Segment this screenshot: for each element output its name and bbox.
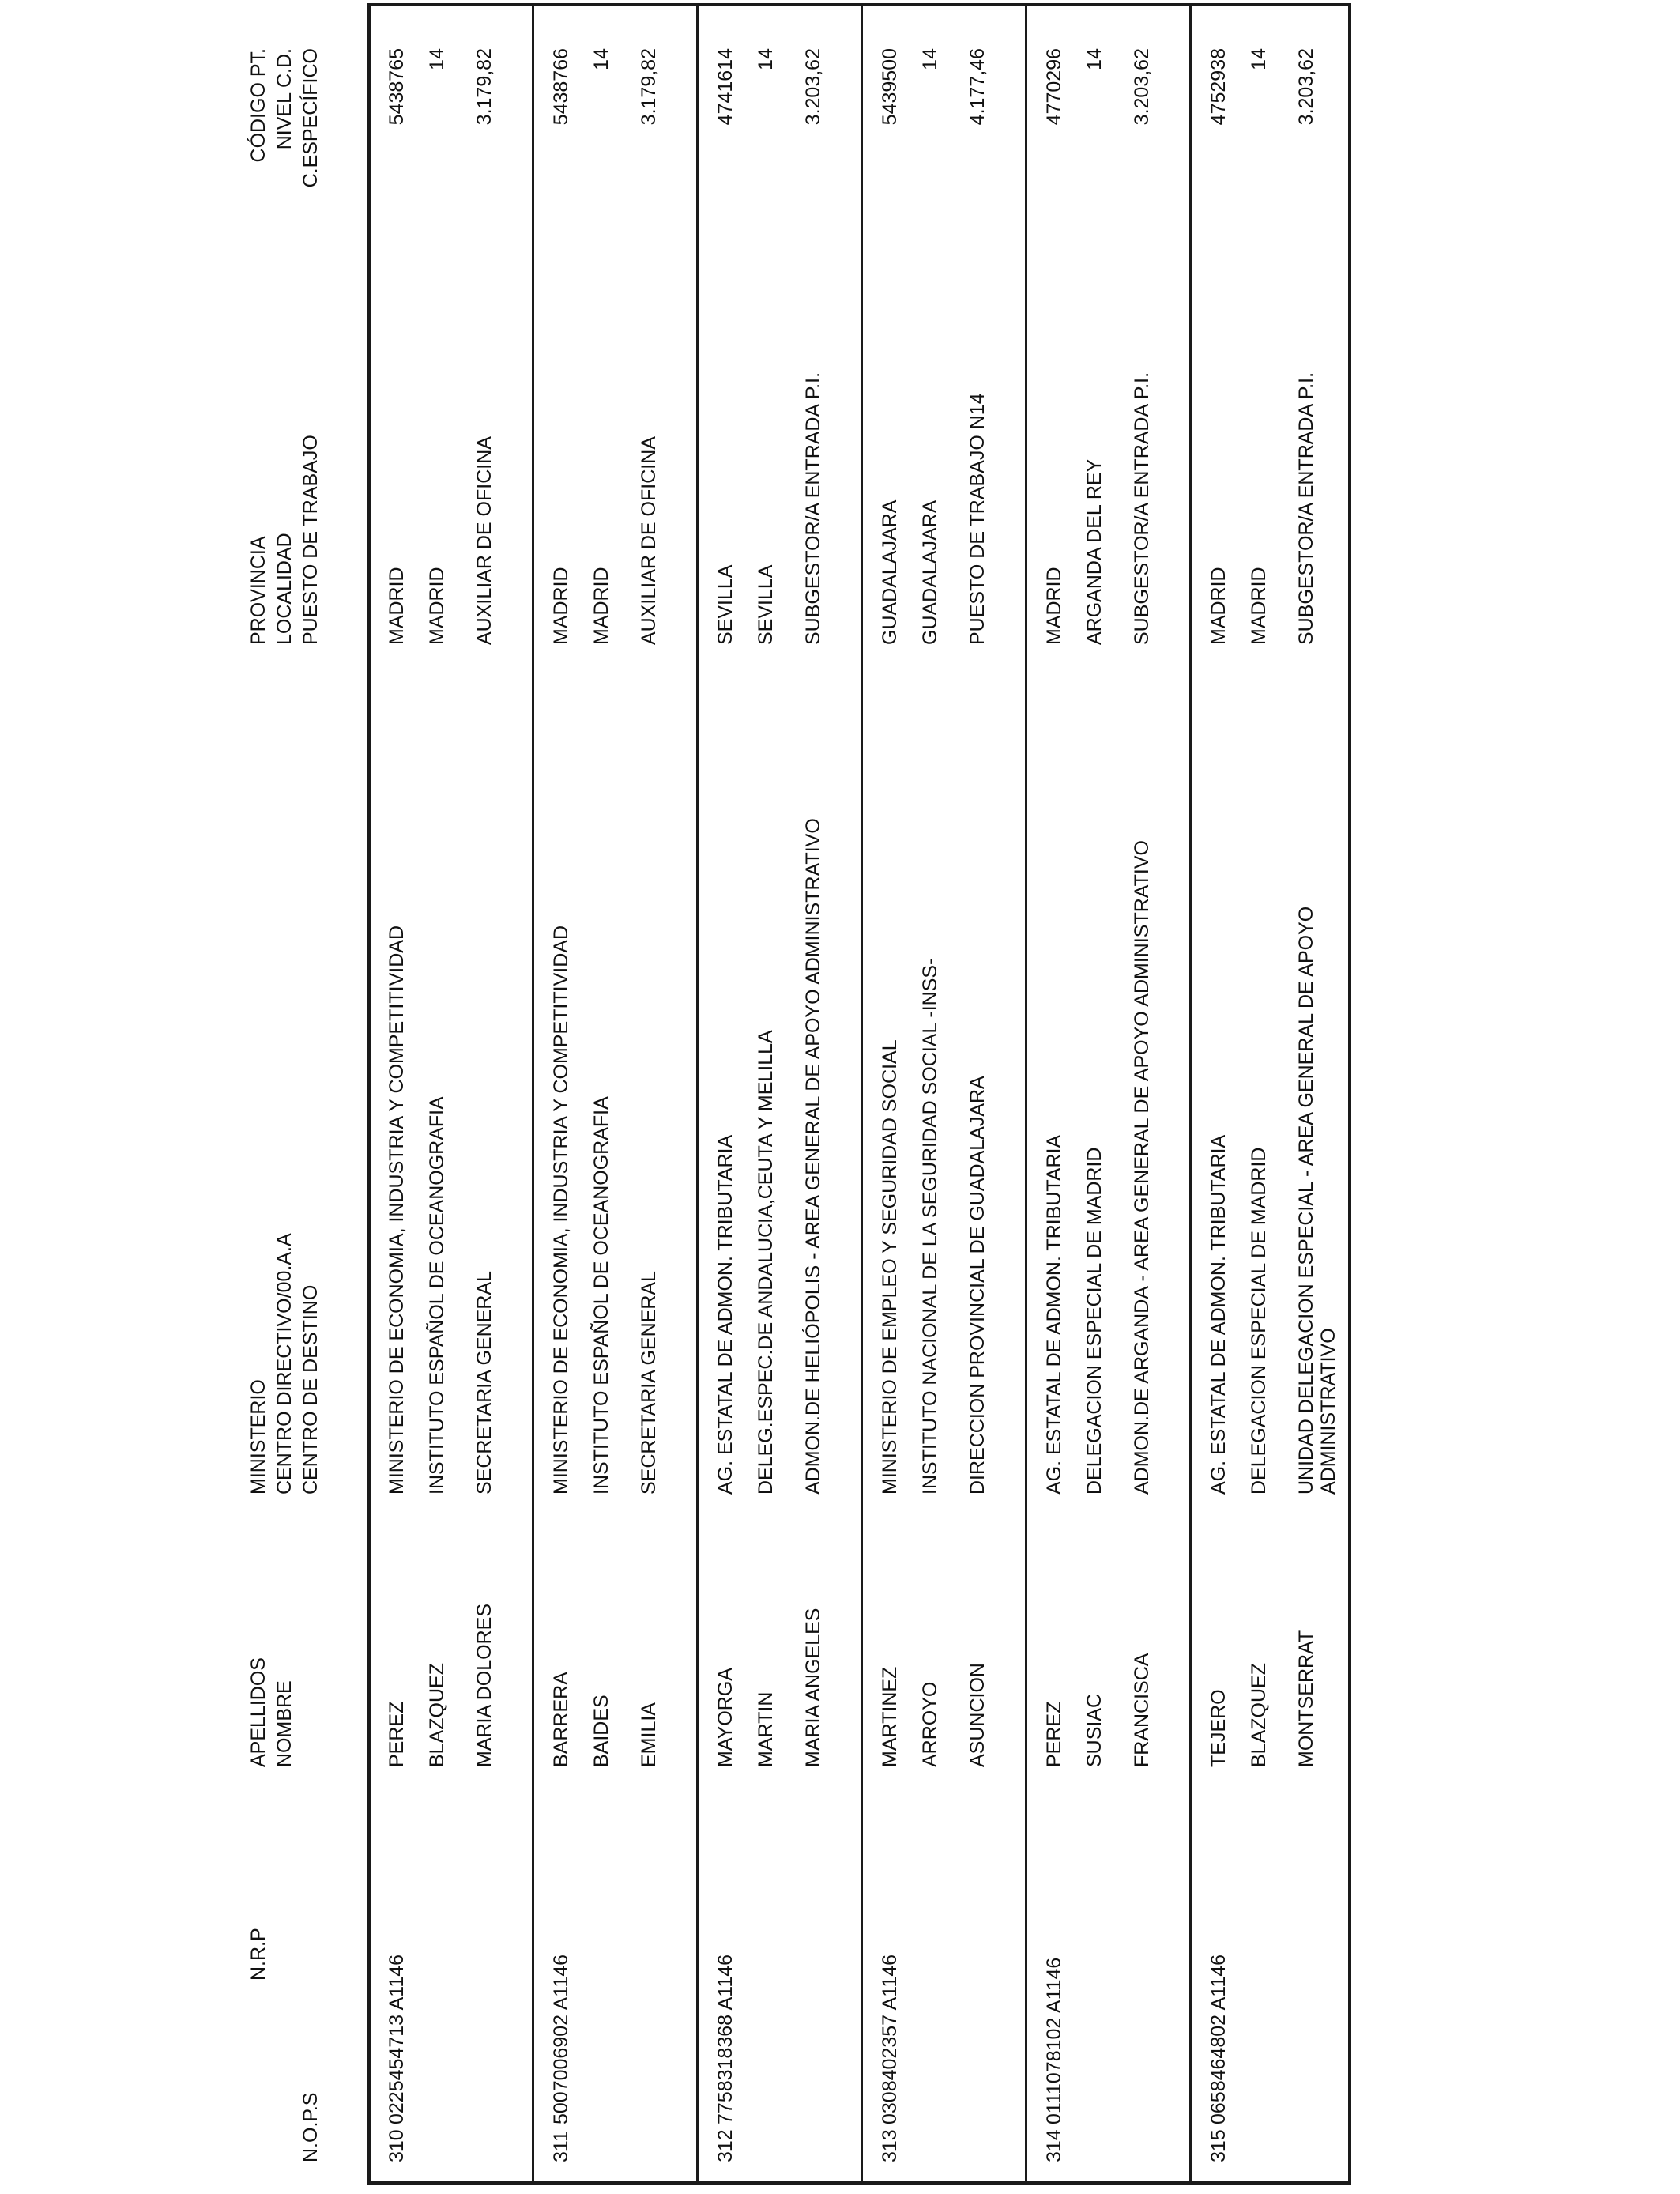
c-especifico: 3.203,62: [1295, 48, 1317, 126]
header-ministerio: MINISTERIO: [247, 1379, 269, 1495]
nops: 311: [550, 2131, 572, 2162]
nivel-cd: 14: [426, 48, 448, 70]
apellido-2: SUSIAC: [1083, 1693, 1106, 1767]
nrp: 0308402357 A1146: [879, 1954, 901, 2124]
header-codigo-pt: CÓDIGO PT.: [247, 48, 269, 163]
ministerio: MINISTERIO DE EMPLEO Y SEGURIDAD SOCIAL: [879, 1039, 901, 1495]
provincia: MADRID: [1043, 567, 1065, 645]
nrp: 0111078102 A1146: [1043, 1957, 1065, 2124]
header-nops-label: N.O.P.S: [299, 2092, 322, 2162]
table-row: [879, 0, 1042, 2194]
apellido-2: BLAZQUEZ: [426, 1663, 448, 1767]
nops: 313: [879, 2129, 901, 2162]
localidad: MADRID: [1248, 567, 1270, 645]
apellido-1: PEREZ: [1043, 1701, 1065, 1767]
header-nrp-label: N.R.P: [247, 1928, 269, 1981]
nrp: 0225454713 A1146: [386, 1954, 408, 2124]
header-c-especifico: C.ESPECÍFICO: [299, 48, 322, 188]
nops: 312: [714, 2129, 736, 2162]
localidad: SEVILLA: [755, 564, 777, 645]
nombre: ASUNCION: [966, 1663, 989, 1767]
centro-directivo: DELEGACION ESPECIAL DE MADRID: [1083, 1147, 1106, 1495]
centro-destino-continuation: ADMINISTRATIVO: [1317, 1328, 1339, 1495]
nivel-cd: 14: [919, 48, 941, 70]
header-nombre: NOMBRE: [273, 1680, 296, 1767]
provincia: MADRID: [386, 567, 408, 645]
header-provincia-col: [247, 435, 326, 645]
nombre: MARIA ANGELES: [802, 1608, 824, 1767]
table-row: [1207, 0, 1370, 2194]
header-localidad: LOCALIDAD: [273, 533, 296, 645]
nops: 314: [1043, 2129, 1065, 2162]
apellido-2: MARTIN: [755, 1691, 777, 1767]
header-provincia: PROVINCIA: [247, 536, 269, 645]
apellido-2: BLAZQUEZ: [1248, 1663, 1270, 1767]
puesto-trabajo: PUESTO DE TRABAJO N14: [966, 393, 989, 645]
provincia: MADRID: [1207, 567, 1230, 645]
localidad: MADRID: [426, 567, 448, 645]
nrp: 7758318368 A1146: [714, 1954, 736, 2124]
centro-destino: SECRETARIA GENERAL: [473, 1271, 495, 1495]
provincia: SEVILLA: [714, 564, 736, 645]
puesto-trabajo: AUXILIAR DE OFICINA: [473, 436, 495, 645]
codigo-pt: 4770296: [1043, 48, 1065, 126]
header-name-col: [247, 1657, 299, 1767]
centro-directivo: DELEG.ESPEC.DE ANDALUCIA,CEUTA Y MELILLA: [755, 1030, 777, 1495]
localidad: ARGANDA DEL REY: [1083, 458, 1106, 645]
codigo-pt: 5439500: [879, 48, 901, 126]
header-centro-destino: CENTRO DE DESTINO: [299, 1284, 322, 1495]
codigo-pt: 5438766: [550, 48, 572, 126]
apellido-1: MARTINEZ: [879, 1666, 901, 1767]
centro-directivo: INSTITUTO ESPAÑOL DE OCEANOGRAFIA: [426, 1096, 448, 1495]
ministerio: AG. ESTATAL DE ADMON. TRIBUTARIA: [1207, 1134, 1230, 1495]
nrp: 0658464802 A1146: [1207, 1954, 1230, 2124]
centro-destino: ADMON.DE ARGANDA - AREA GENERAL DE APOYO ADMINISTRATIVO: [1131, 840, 1153, 1495]
apellido-1: PEREZ: [386, 1701, 408, 1767]
puesto-trabajo: AUXILIAR DE OFICINA: [638, 436, 660, 645]
nops: 310: [386, 2129, 408, 2162]
centro-destino: UNIDAD DELEGACION ESPECIAL - AREA GENERAL DE APOYO: [1295, 906, 1317, 1495]
header-nrp: [247, 1928, 273, 1981]
provincia: MADRID: [550, 567, 572, 645]
centro-directivo: DELEGACION ESPECIAL DE MADRID: [1248, 1147, 1270, 1495]
centro-destino: SECRETARIA GENERAL: [638, 1271, 660, 1495]
localidad: MADRID: [590, 567, 612, 645]
nombre: FRANCISCA: [1131, 1653, 1153, 1767]
puesto-trabajo: SUBGESTOR/A ENTRADA P.I.: [1131, 371, 1153, 645]
table-row: [714, 0, 877, 2194]
nivel-cd: 14: [1248, 48, 1270, 70]
codigo-pt: 4752938: [1207, 48, 1230, 126]
codigo-pt: 5438765: [386, 48, 408, 126]
nombre: MARIA DOLORES: [473, 1604, 495, 1767]
codigo-pt: 4741614: [714, 48, 736, 126]
header-puesto: PUESTO DE TRABAJO: [299, 435, 322, 645]
table-row: [550, 0, 713, 2194]
header-centro-directivo: CENTRO DIRECTIVO/00.A.A: [273, 1233, 296, 1495]
c-especifico: 3.179,82: [473, 48, 495, 126]
ministerio: MINISTERIO DE ECONOMIA, INDUSTRIA Y COMPETITIVIDAD: [550, 925, 572, 1495]
header-nops: [247, 2093, 326, 2162]
puesto-trabajo: SUBGESTOR/A ENTRADA P.I.: [1295, 371, 1317, 645]
apellido-1: TEJERO: [1207, 1689, 1230, 1767]
nombre: EMILIA: [638, 1702, 660, 1767]
nombre: MONTSERRAT: [1295, 1630, 1317, 1767]
centro-directivo: INSTITUTO ESPAÑOL DE OCEANOGRAFIA: [590, 1096, 612, 1495]
provincia: GUADALAJARA: [879, 499, 901, 645]
header-codigo-col: [247, 48, 326, 254]
puesto-trabajo: SUBGESTOR/A ENTRADA P.I.: [802, 371, 824, 645]
header-apellidos: APELLIDOS: [247, 1657, 269, 1767]
c-especifico: 4.177,46: [966, 48, 989, 126]
c-especifico: 3.203,62: [1131, 48, 1153, 126]
centro-destino: DIRECCION PROVINCIAL DE GUADALAJARA: [966, 1076, 989, 1495]
nops: 315: [1207, 2129, 1230, 2162]
ministerio: AG. ESTATAL DE ADMON. TRIBUTARIA: [714, 1134, 736, 1495]
apellido-1: BARRERA: [550, 1672, 572, 1767]
c-especifico: 3.203,62: [802, 48, 824, 126]
apellido-1: MAYORGA: [714, 1668, 736, 1767]
apellido-2: BAIDES: [590, 1695, 612, 1767]
nrp: 5007006902 A1146: [550, 1954, 572, 2124]
table-row: [1043, 0, 1206, 2194]
c-especifico: 3.179,82: [638, 48, 660, 126]
localidad: GUADALAJARA: [919, 499, 941, 645]
nivel-cd: 14: [755, 48, 777, 70]
apellido-2: ARROYO: [919, 1681, 941, 1767]
nivel-cd: 14: [590, 48, 612, 70]
centro-destino: ADMON.DE HELIÓPOLIS - AREA GENERAL DE APOYO ADMINISTRATIVO: [802, 818, 824, 1495]
header-ministerio-col: [247, 1233, 326, 1495]
table-row: [386, 0, 548, 2194]
ministerio: MINISTERIO DE ECONOMIA, INDUSTRIA Y COMPETITIVIDAD: [386, 925, 408, 1495]
header-nivel-cd: NIVEL C.D.: [273, 48, 296, 150]
nivel-cd: 14: [1083, 48, 1106, 70]
ministerio: AG. ESTATAL DE ADMON. TRIBUTARIA: [1043, 1134, 1065, 1495]
centro-directivo: INSTITUTO NACIONAL DE LA SEGURIDAD SOCIAL -INSS-: [919, 958, 941, 1495]
